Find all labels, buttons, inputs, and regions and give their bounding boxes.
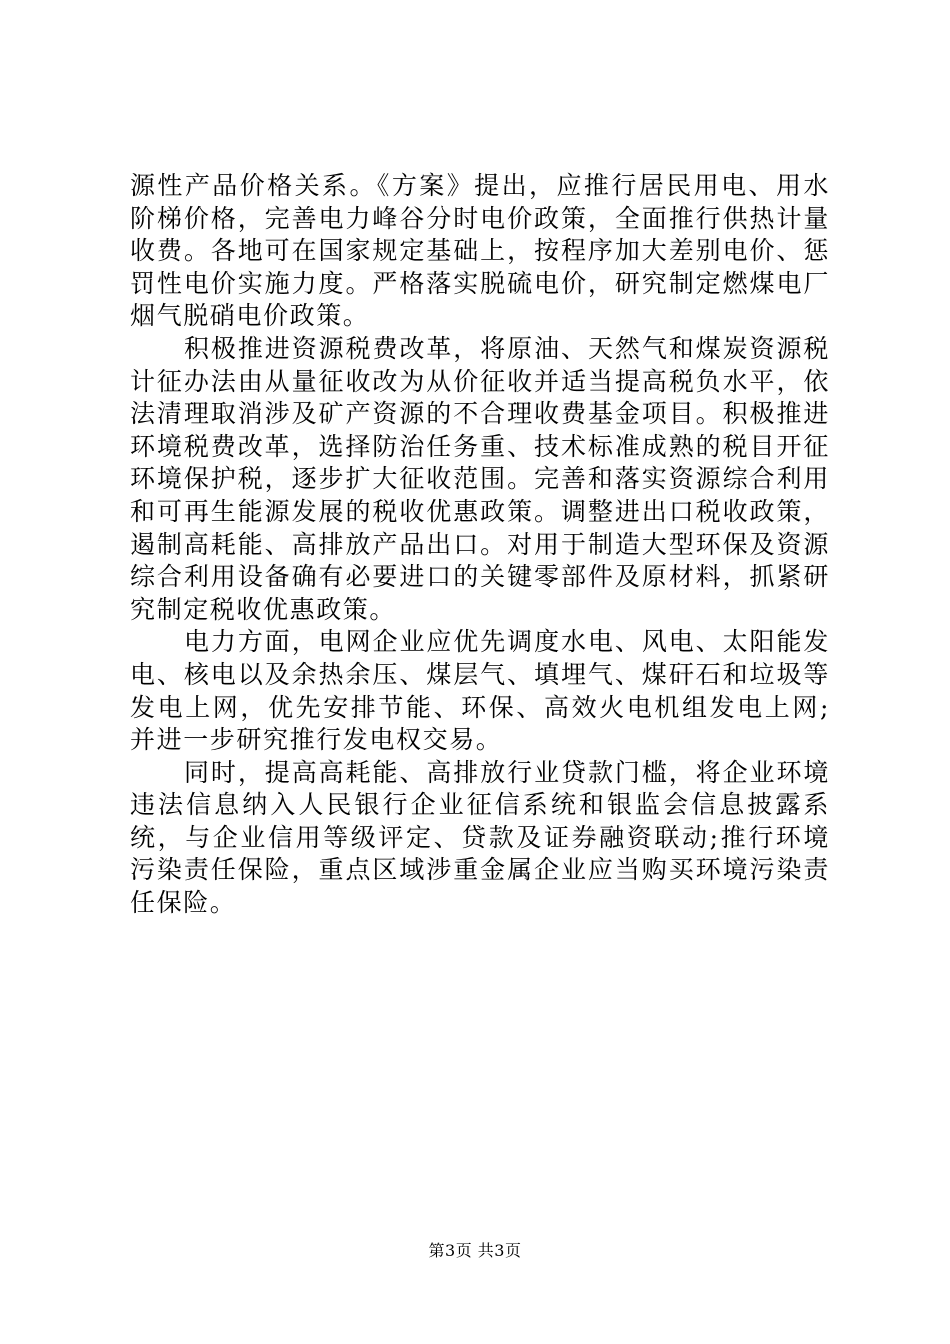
page-footer: 第3页 共3页 — [428, 1241, 522, 1260]
paragraph-resource-tax: 积极推进资源税费改革，将原油、天然气和煤炭资源税计征办法由从量征收改为从价征收并适当提高税负水平，依法清理取消涉及矿产资源的不合理收费基金项目。积极推进环境税费改革，选择防治任务重、技术标准成熟的税目开征环境保护税，逐步扩大征收范围。完善和落实资源综合利用和可再生能源发展的税收优惠政策。调整进出口税收政策，遏制高耗能、高排放产品出口。对用于制造大型环保及资源综合利用设备确有必要进口的关键零部件及原材料，抓紧研究制定税收优惠政策。 — [130, 333, 830, 624]
body-text — [130, 170, 830, 920]
paragraph-finance: 同时，提高高耗能、高排放行业贷款门槛，将企业环境违法信息纳入人民银行企业征信系统和银监会信息披露系统，与企业信用等级评定、贷款及证券融资联动;推行环境污染责任保险，重点区域涉重金属企业应当购买环境污染责任保险。 — [130, 757, 830, 918]
paragraph-continuation: 源性产品价格关系。《方案》提出，应推行居民用电、用水阶梯价格，完善电力峰谷分时电价政策，全面推行供热计量收费。各地可在国家规定基础上，按程序加大差别电价、惩罚性电价实施力度。严格落实脱硫电价，研究制定燃煤电厂烟气脱硝电价政策。 — [130, 171, 830, 331]
paragraph-power: 电力方面，电网企业应优先调度水电、风电、太阳能发电、核电以及余热余压、煤层气、填埋气、煤矸石和垃圾等发电上网，优先安排节能、环保、高效火电机组发电上网;并进一步研究推行发电权交易。 — [130, 627, 830, 755]
